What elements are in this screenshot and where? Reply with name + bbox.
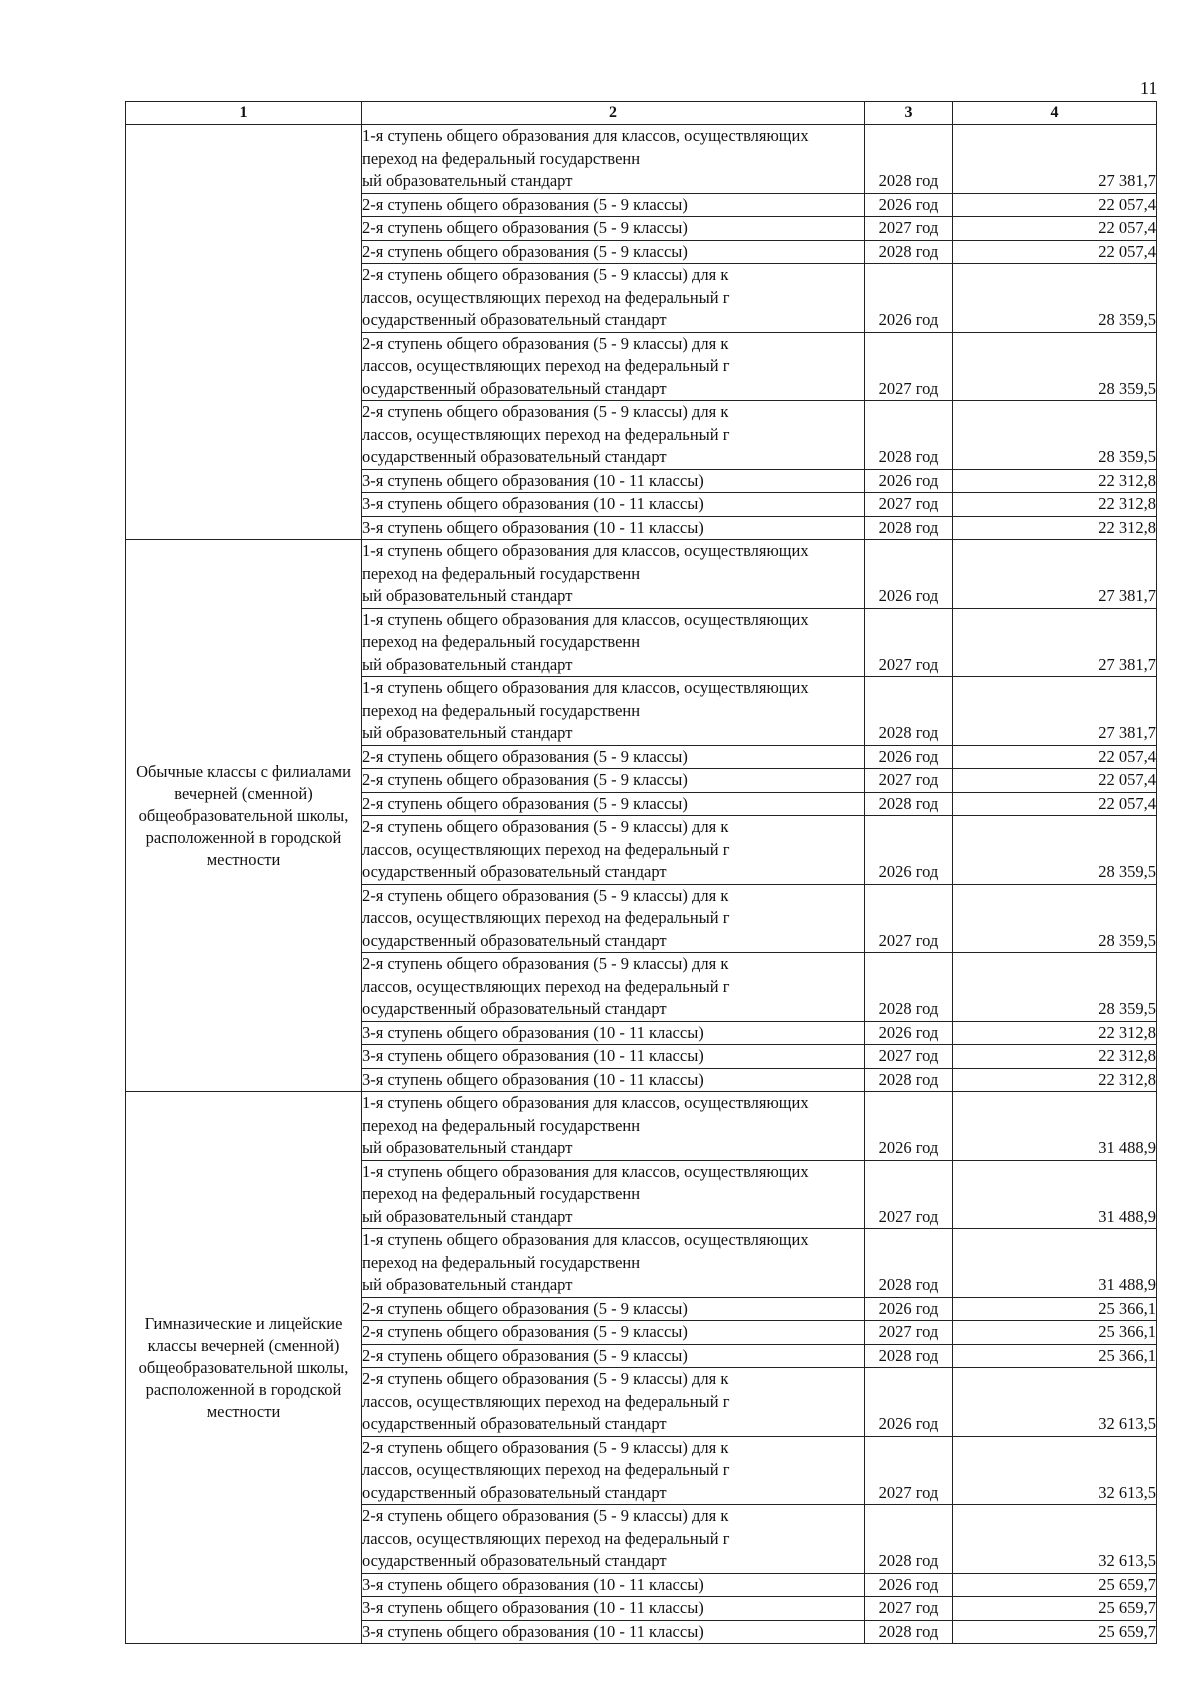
education-level-line: лассов, осуществляющих переход на федеральный г xyxy=(362,424,730,444)
education-level-line: 3-я ступень общего образования (10 - 11 классы) xyxy=(362,1069,704,1089)
year-value: 2026 год xyxy=(878,1414,939,1433)
education-level-line: ый образовательный стандарт xyxy=(362,171,573,190)
amount-cell xyxy=(953,1321,1157,1345)
year-value: 2028 год xyxy=(878,1275,939,1294)
year-value: 2026 год xyxy=(878,586,939,605)
amount-value: 25 659,7 xyxy=(1098,1621,1156,1641)
amount-value: 28 359,5 xyxy=(1098,378,1156,398)
education-level-cell xyxy=(362,240,865,264)
amount-cell xyxy=(953,1505,1157,1574)
education-level-line: 3-я ступень общего образования (10 - 11 классы) xyxy=(362,1598,704,1617)
education-level-line: 2-я ступень общего образования (5 - 9 классы) для к xyxy=(362,1506,729,1525)
year-value: 2028 год xyxy=(878,171,939,190)
year-value: 2028 год xyxy=(878,447,939,466)
year-cell xyxy=(865,240,953,264)
education-level-cell xyxy=(362,677,865,746)
amount-value: 22 057,4 xyxy=(1098,770,1156,789)
year-cell xyxy=(865,401,953,470)
year-value: 2026 год xyxy=(878,1574,939,1594)
education-level-cell xyxy=(362,540,865,609)
education-level-line: осударственный образовательный стандарт xyxy=(362,999,667,1018)
education-level-line: ый образовательный стандарт xyxy=(362,1275,573,1294)
year-cell xyxy=(865,677,953,746)
amount-cell xyxy=(953,1597,1157,1621)
year-cell xyxy=(865,493,953,517)
education-level-line: 2-я ступень общего образования (5 - 9 классы) для к xyxy=(362,1437,729,1457)
year-cell xyxy=(865,469,953,493)
amount-value: 27 381,7 xyxy=(1098,171,1156,190)
year-cell xyxy=(865,884,953,953)
education-level-line: 2-я ступень общего образования (5 - 9 классы) для к xyxy=(362,954,729,973)
year-cell xyxy=(865,1092,953,1161)
year-value: 2027 год xyxy=(878,218,939,237)
year-value: 2027 год xyxy=(878,654,939,674)
category-cell xyxy=(126,125,362,540)
amount-cell xyxy=(953,1368,1157,1437)
education-level-line: осударственный образовательный стандарт xyxy=(362,310,667,329)
year-cell xyxy=(865,792,953,816)
education-level-cell xyxy=(362,193,865,217)
education-level-line: осударственный образовательный стандарт xyxy=(362,862,667,881)
amount-cell xyxy=(953,217,1157,241)
year-cell xyxy=(865,745,953,769)
amount-cell xyxy=(953,1045,1157,1069)
year-value: 2027 год xyxy=(878,1322,939,1341)
year-value: 2027 год xyxy=(878,930,939,950)
amount-value: 32 613,5 xyxy=(1098,1551,1156,1570)
education-level-cell xyxy=(362,608,865,677)
amount-value: 32 613,5 xyxy=(1098,1482,1156,1502)
column-header-3: 3 xyxy=(865,102,953,125)
amount-value: 22 057,4 xyxy=(1098,218,1156,237)
education-level-cell xyxy=(362,1160,865,1229)
amount-cell xyxy=(953,1297,1157,1321)
education-level-cell xyxy=(362,745,865,769)
amount-value: 28 359,5 xyxy=(1098,310,1156,329)
education-level-line: ый образовательный стандарт xyxy=(362,586,573,605)
education-level-line: осударственный образовательный стандарт xyxy=(362,378,667,398)
amount-value: 22 312,8 xyxy=(1098,470,1156,490)
table-row xyxy=(126,540,1157,609)
education-level-cell xyxy=(362,1092,865,1161)
education-level-line: осударственный образовательный стандарт xyxy=(362,1414,667,1433)
education-level-cell xyxy=(362,1573,865,1597)
education-level-line: 1-я ступень общего образования для классов, осуществляющих xyxy=(362,541,809,560)
amount-value: 32 613,5 xyxy=(1098,1414,1156,1433)
education-level-cell xyxy=(362,1068,865,1092)
year-cell xyxy=(865,1297,953,1321)
tariff-table xyxy=(125,101,1157,1644)
year-cell xyxy=(865,1620,953,1644)
year-cell xyxy=(865,1160,953,1229)
education-level-line: лассов, осуществляющих переход на федеральный г xyxy=(362,1460,730,1479)
year-cell xyxy=(865,264,953,333)
amount-value: 28 359,5 xyxy=(1098,930,1156,950)
year-value: 2028 год xyxy=(878,1069,939,1089)
amount-cell xyxy=(953,193,1157,217)
amount-cell xyxy=(953,792,1157,816)
amount-cell xyxy=(953,493,1157,517)
amount-cell xyxy=(953,953,1157,1022)
amount-value: 27 381,7 xyxy=(1098,586,1156,605)
amount-cell xyxy=(953,608,1157,677)
education-level-cell xyxy=(362,125,865,194)
amount-cell xyxy=(953,332,1157,401)
amount-value: 22 312,8 xyxy=(1098,1069,1156,1089)
amount-cell xyxy=(953,1229,1157,1298)
education-level-line: 2-я ступень общего образования (5 - 9 классы) xyxy=(362,1322,688,1341)
education-level-line: ый образовательный стандарт xyxy=(362,654,573,674)
education-level-line: ый образовательный стандарт xyxy=(362,1206,573,1226)
amount-value: 25 659,7 xyxy=(1098,1598,1156,1617)
education-level-cell xyxy=(362,1045,865,1069)
amount-cell xyxy=(953,745,1157,769)
amount-cell xyxy=(953,1620,1157,1644)
education-level-cell xyxy=(362,1021,865,1045)
education-level-line: 3-я ступень общего образования (10 - 11 классы) xyxy=(362,1022,704,1042)
education-level-line: 2-я ступень общего образования (5 - 9 классы) xyxy=(362,793,688,813)
year-value: 2026 год xyxy=(878,1138,939,1157)
education-level-line: ый образовательный стандарт xyxy=(362,1138,573,1157)
year-cell xyxy=(865,816,953,885)
education-level-line: 2-я ступень общего образования (5 - 9 классы) xyxy=(362,1345,688,1365)
table-header-row xyxy=(126,102,1157,125)
amount-cell xyxy=(953,1092,1157,1161)
education-level-cell xyxy=(362,1297,865,1321)
education-level-line: 2-я ступень общего образования (5 - 9 классы) для к xyxy=(362,265,729,284)
amount-value: 25 366,1 xyxy=(1098,1345,1156,1365)
education-level-line: 2-я ступень общего образования (5 - 9 классы) для к xyxy=(362,402,729,421)
education-level-line: 2-я ступень общего образования (5 - 9 классы) xyxy=(362,1298,688,1318)
table-body xyxy=(126,125,1157,1644)
amount-cell xyxy=(953,540,1157,609)
amount-value: 22 057,4 xyxy=(1098,793,1156,813)
education-level-line: лассов, осуществляющих переход на федеральный г xyxy=(362,839,730,859)
column-header-4: 4 xyxy=(953,102,1157,125)
amount-cell xyxy=(953,125,1157,194)
year-cell xyxy=(865,1436,953,1505)
amount-cell xyxy=(953,469,1157,493)
amount-cell xyxy=(953,240,1157,264)
education-level-cell xyxy=(362,1229,865,1298)
education-level-line: осударственный образовательный стандарт xyxy=(362,1482,667,1502)
education-level-cell xyxy=(362,401,865,470)
table-row xyxy=(126,1092,1157,1161)
education-level-line: 3-я ступень общего образования (10 - 11 классы) xyxy=(362,470,704,490)
year-value: 2028 год xyxy=(878,793,939,813)
education-level-line: переход на федеральный государственн xyxy=(362,632,641,651)
year-cell xyxy=(865,1321,953,1345)
amount-value: 22 312,8 xyxy=(1098,517,1156,537)
amount-value: 25 366,1 xyxy=(1098,1298,1156,1318)
year-value: 2026 год xyxy=(878,470,939,490)
year-value: 2027 год xyxy=(878,1598,939,1617)
year-cell xyxy=(865,1505,953,1574)
year-cell xyxy=(865,608,953,677)
page-number: 11 xyxy=(1140,78,1158,98)
column-header-1: 1 xyxy=(126,102,362,125)
column-header-2: 2 xyxy=(362,102,865,125)
education-level-line: лассов, осуществляющих переход на федеральный г xyxy=(362,1528,730,1548)
year-cell xyxy=(865,1045,953,1069)
education-level-line: лассов, осуществляющих переход на федеральный г xyxy=(362,287,730,307)
education-level-line: переход на федеральный государственн xyxy=(362,563,641,583)
amount-cell xyxy=(953,1021,1157,1045)
year-cell xyxy=(865,769,953,793)
year-value: 2027 год xyxy=(878,378,939,398)
education-level-line: 2-я ступень общего образования (5 - 9 классы) xyxy=(362,746,688,766)
year-value: 2027 год xyxy=(878,1046,939,1065)
amount-cell xyxy=(953,884,1157,953)
year-cell xyxy=(865,953,953,1022)
education-level-line: переход на федеральный государственн xyxy=(362,148,641,168)
education-level-line: переход на федеральный государственн xyxy=(362,1115,641,1135)
category-cell: Гимназические и лицейские классы вечерней (сменной) общеобразовательной школы, расположенной в городской местности xyxy=(126,1092,362,1644)
education-level-cell xyxy=(362,769,865,793)
education-level-line: 3-я ступень общего образования (10 - 11 классы) xyxy=(362,1574,704,1594)
education-level-cell xyxy=(362,1321,865,1345)
year-cell xyxy=(865,125,953,194)
education-level-line: 2-я ступень общего образования (5 - 9 классы) xyxy=(362,194,688,214)
year-cell xyxy=(865,1021,953,1045)
education-level-line: 3-я ступень общего образования (10 - 11 классы) xyxy=(362,517,704,537)
education-level-line: осударственный образовательный стандарт xyxy=(362,930,667,950)
education-level-cell xyxy=(362,217,865,241)
year-value: 2027 год xyxy=(878,1482,939,1502)
year-cell xyxy=(865,540,953,609)
amount-value: 25 366,1 xyxy=(1098,1322,1156,1341)
education-level-cell xyxy=(362,953,865,1022)
year-value: 2028 год xyxy=(878,723,939,742)
year-cell xyxy=(865,217,953,241)
category-cell: Обычные классы с филиалами вечерней (сменной) общеобразовательной школы, расположенной в городской местности xyxy=(126,540,362,1092)
year-cell xyxy=(865,1229,953,1298)
year-value: 2028 год xyxy=(878,1345,939,1365)
year-value: 2026 год xyxy=(878,1022,939,1042)
amount-cell xyxy=(953,1068,1157,1092)
amount-cell xyxy=(953,516,1157,540)
education-level-line: 2-я ступень общего образования (5 - 9 классы) xyxy=(362,218,688,237)
year-value: 2028 год xyxy=(878,1551,939,1570)
education-level-line: 1-я ступень общего образования для классов, осуществляющих xyxy=(362,1093,809,1112)
education-level-line: 1-я ступень общего образования для классов, осуществляющих xyxy=(362,609,809,629)
year-value: 2027 год xyxy=(878,770,939,789)
amount-value: 22 057,4 xyxy=(1098,746,1156,766)
year-value: 2026 год xyxy=(878,746,939,766)
year-value: 2027 год xyxy=(878,494,939,513)
education-level-line: 2-я ступень общего образования (5 - 9 классы) для к xyxy=(362,333,729,353)
amount-value: 31 488,9 xyxy=(1098,1206,1156,1226)
education-level-line: осударственный образовательный стандарт xyxy=(362,1551,667,1570)
education-level-cell xyxy=(362,516,865,540)
year-cell xyxy=(865,516,953,540)
amount-value: 22 312,8 xyxy=(1098,494,1156,513)
amount-value: 27 381,7 xyxy=(1098,654,1156,674)
year-cell xyxy=(865,1344,953,1368)
amount-value: 31 488,9 xyxy=(1098,1275,1156,1294)
education-level-line: 2-я ступень общего образования (5 - 9 классы) xyxy=(362,770,688,789)
amount-cell xyxy=(953,1160,1157,1229)
amount-value: 28 359,5 xyxy=(1098,862,1156,881)
amount-value: 31 488,9 xyxy=(1098,1138,1156,1157)
amount-cell xyxy=(953,769,1157,793)
amount-cell xyxy=(953,401,1157,470)
year-value: 2028 год xyxy=(878,241,939,261)
table-row xyxy=(126,125,1157,194)
education-level-line: 2-я ступень общего образования (5 - 9 классы) xyxy=(362,241,688,261)
education-level-cell xyxy=(362,1597,865,1621)
year-value: 2026 год xyxy=(878,1298,939,1318)
amount-value: 28 359,5 xyxy=(1098,447,1156,466)
year-cell xyxy=(865,1597,953,1621)
education-level-cell xyxy=(362,469,865,493)
amount-cell xyxy=(953,1573,1157,1597)
education-level-cell xyxy=(362,1620,865,1644)
year-value: 2026 год xyxy=(878,862,939,881)
education-level-cell xyxy=(362,1436,865,1505)
education-level-cell xyxy=(362,1505,865,1574)
education-level-cell xyxy=(362,816,865,885)
education-level-line: 2-я ступень общего образования (5 - 9 классы) для к xyxy=(362,1369,729,1388)
education-level-line: 2-я ступень общего образования (5 - 9 классы) для к xyxy=(362,817,729,836)
education-level-line: 1-я ступень общего образования для классов, осуществляющих xyxy=(362,126,809,145)
education-level-line: 3-я ступень общего образования (10 - 11 классы) xyxy=(362,1046,704,1065)
year-cell xyxy=(865,193,953,217)
year-value: 2028 год xyxy=(878,1621,939,1641)
education-level-cell xyxy=(362,1368,865,1437)
education-level-line: 1-я ступень общего образования для классов, осуществляющих xyxy=(362,1161,809,1181)
year-cell xyxy=(865,332,953,401)
education-level-cell xyxy=(362,884,865,953)
amount-value: 25 659,7 xyxy=(1098,1574,1156,1594)
education-level-line: 1-я ступень общего образования для классов, осуществляющих xyxy=(362,1230,809,1249)
education-level-cell xyxy=(362,264,865,333)
year-cell xyxy=(865,1573,953,1597)
education-level-line: осударственный образовательный стандарт xyxy=(362,447,667,466)
year-value: 2026 год xyxy=(878,310,939,329)
amount-cell xyxy=(953,1344,1157,1368)
education-level-cell xyxy=(362,1344,865,1368)
education-level-cell xyxy=(362,493,865,517)
education-level-line: лассов, осуществляющих переход на федеральный г xyxy=(362,1391,730,1411)
amount-cell xyxy=(953,677,1157,746)
year-cell xyxy=(865,1068,953,1092)
amount-value: 22 312,8 xyxy=(1098,1022,1156,1042)
amount-cell xyxy=(953,816,1157,885)
amount-cell xyxy=(953,264,1157,333)
year-value: 2026 год xyxy=(878,194,939,214)
year-value: 2028 год xyxy=(878,517,939,537)
education-level-line: 3-я ступень общего образования (10 - 11 классы) xyxy=(362,494,704,513)
year-cell xyxy=(865,1368,953,1437)
education-level-line: 2-я ступень общего образования (5 - 9 классы) для к xyxy=(362,885,729,905)
education-level-line: ый образовательный стандарт xyxy=(362,723,573,742)
year-value: 2028 год xyxy=(878,999,939,1018)
education-level-line: 3-я ступень общего образования (10 - 11 классы) xyxy=(362,1621,704,1641)
amount-value: 28 359,5 xyxy=(1098,999,1156,1018)
education-level-line: лассов, осуществляющих переход на федеральный г xyxy=(362,356,730,375)
amount-value: 27 381,7 xyxy=(1098,723,1156,742)
education-level-cell xyxy=(362,332,865,401)
education-level-line: 1-я ступень общего образования для классов, осуществляющих xyxy=(362,678,809,697)
amount-value: 22 312,8 xyxy=(1098,1046,1156,1065)
education-level-line: переход на федеральный государственн xyxy=(362,1184,641,1203)
amount-cell xyxy=(953,1436,1157,1505)
education-level-line: лассов, осуществляющих переход на федеральный г xyxy=(362,908,730,927)
amount-value: 22 057,4 xyxy=(1098,194,1156,214)
education-level-line: лассов, осуществляющих переход на федеральный г xyxy=(362,976,730,996)
amount-value: 22 057,4 xyxy=(1098,241,1156,261)
education-level-line: переход на федеральный государственн xyxy=(362,1252,641,1272)
education-level-cell xyxy=(362,792,865,816)
year-value: 2027 год xyxy=(878,1206,939,1226)
education-level-line: переход на федеральный государственн xyxy=(362,700,641,720)
